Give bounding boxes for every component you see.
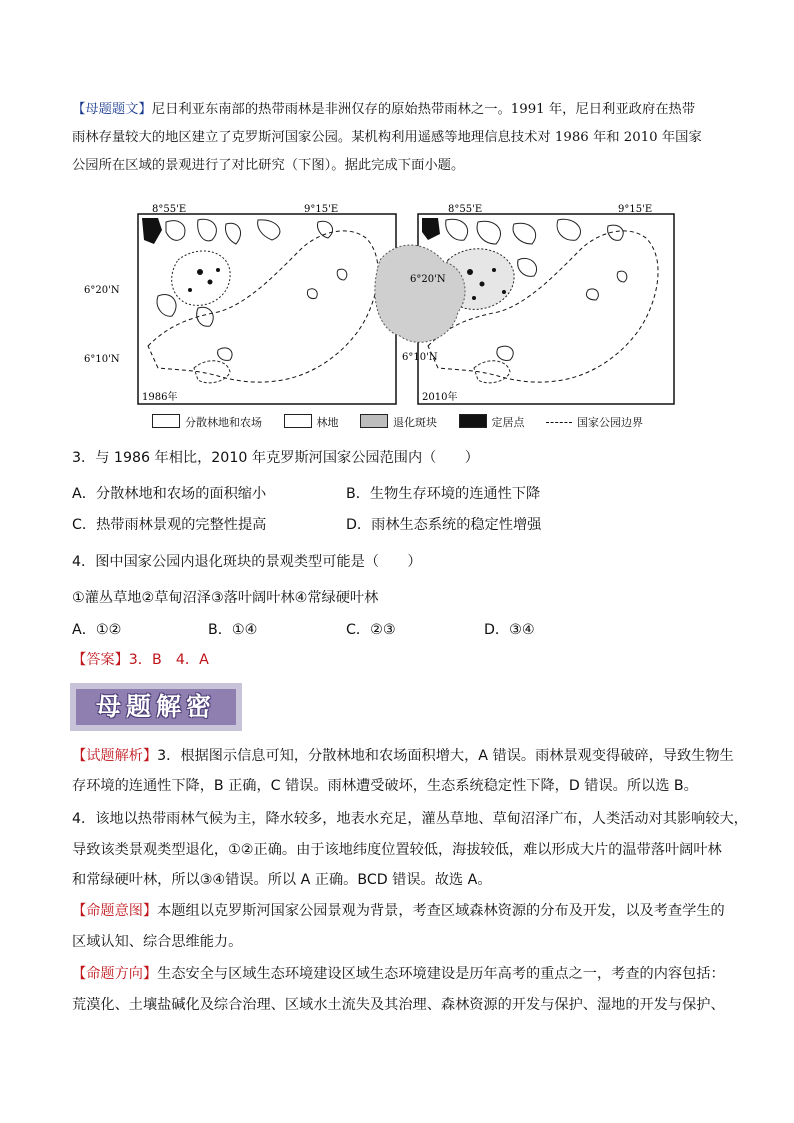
legend-dashed-line [546, 422, 572, 423]
legend-settlement: 定居点 [459, 414, 525, 430]
year-label-2010: 2010年 [422, 392, 458, 403]
lat-top-label-1986: 6°20'N [84, 285, 120, 296]
analysis-line-5: 和常绿硬叶林，所以③④错误。所以 A 正确。BCD 错误。故选 A。 [72, 872, 492, 888]
lon-right-label-1986: 9°15'E [304, 204, 339, 215]
q3-stem: 3．与 1986 年相比，2010 年克罗斯河国家公园范围内（ ） [72, 450, 479, 466]
answer-text: 3．B 4．A [128, 652, 209, 668]
intent-tag: 【命题意图】 [72, 903, 158, 919]
analysis-tag: 【试题解析】 [72, 748, 158, 764]
q3-option-d: D．雨林生态系统的稳定性增强 [346, 517, 542, 533]
legend-swatch-white [152, 414, 180, 428]
intent-line-2: 区域认知、综合思维能力。 [72, 934, 243, 950]
intro-paragraph [72, 96, 722, 180]
section-banner [70, 683, 242, 731]
intro-tag: 【母题题文】 [72, 102, 152, 117]
direction-tag: 【命题方向】 [72, 966, 158, 982]
analysis-line-4: 导致该类景观类型退化，①②正确。由于该地纬度位置较低，海拔较低，难以形成大片的温带落叶阔叶林 [72, 842, 722, 858]
intro-line-1: 尼日利亚东南部的热带雨林是非洲仅存的原始热带雨林之一。1991 年，尼日利亚政府在热带 [151, 102, 696, 117]
legend-swatch-white [284, 414, 312, 428]
legend-degraded: 退化斑块 [360, 414, 437, 430]
q4-options-line: ①灌丛草地②草甸沼泽③落叶阔叶林④常绿硬叶林 [72, 590, 379, 606]
intro-line-3: 公园所在区域的景观进行了对比研究（下图）。据此完成下面小题。 [72, 158, 465, 173]
legend-swatch-black [459, 414, 487, 428]
year-label-1986: 1986年 [142, 392, 178, 403]
q3-option-a: A．分散林地和农场的面积缩小 [72, 486, 267, 502]
direction-line-1: 【命题方向】生态安全与区域生态环境建设区域生态环境建设是历年高考的重点之一，考查的内容包括： [72, 966, 725, 982]
map-legend [152, 414, 661, 434]
q3-option-c: C．热带雨林景观的完整性提高 [72, 517, 267, 533]
analysis-line-3: 4．该地以热带雨林气候为主，降水较多，地表水充足，灌丛草地、草甸沼泽广布，人类活动对其影响较大， [72, 811, 748, 827]
legend-boundary: 国家公园边界 [546, 414, 643, 430]
answer-tag: 【答案】 [72, 652, 129, 668]
analysis-line-1: 【试题解析】3．根据图示信息可知，分散林地和农场面积增大，A 错误。雨林景观变得破碎，导致生物生 [72, 748, 734, 764]
q4-option-a: A．①② [72, 622, 122, 638]
lon-left-label-1986: 8°55'E [152, 204, 187, 215]
q3-option-b: B．生物生存环境的连通性下降 [346, 486, 541, 502]
q4-option-b: B．①④ [208, 622, 258, 638]
lon-right-label-2010: 9°15'E [618, 204, 653, 215]
map-1986 [138, 214, 396, 404]
legend-forest: 林地 [284, 414, 339, 430]
intent-line-1: 【命题意图】本题组以克罗斯河国家公园景观为背景，考查区域森林资源的分布及开发，以及考查学生的 [72, 903, 725, 919]
banner-title: 母题解密 [76, 689, 236, 725]
legend-scattered: 分散林地和农场 [152, 414, 262, 430]
intro-line-2: 雨林存量较大的地区建立了克罗斯河国家公园。某机构利用遥感等地理信息技术对 1986 年和 2010 年国家 [72, 130, 702, 145]
lon-left-label-2010: 8°55'E [448, 204, 483, 215]
q4-stem: 4．图中国家公园内退化斑块的景观类型可能是（ ） [72, 554, 422, 570]
lat-bottom-label-1986: 6°10'N [84, 354, 120, 365]
legend-swatch-gray [360, 414, 388, 428]
q4-option-d: D．③④ [484, 622, 535, 638]
analysis-line-2: 存环境的连通性下降，B 正确，C 错误。雨林遭受破坏，生态系统稳定性下降，D 错误。所以选 B。 [72, 778, 698, 794]
lat-bottom-label-2010: 6°10'N [402, 352, 438, 363]
landscape-maps-figure [84, 200, 678, 410]
lat-top-label-2010: 6°20'N [410, 274, 446, 285]
q4-option-c: C．②③ [346, 622, 396, 638]
answer-line [72, 646, 209, 674]
direction-line-2: 荒漠化、土壤盐碱化及综合治理、区域水土流失及其治理、森林资源的开发与保护、湿地的开发与保护、 [72, 997, 725, 1013]
